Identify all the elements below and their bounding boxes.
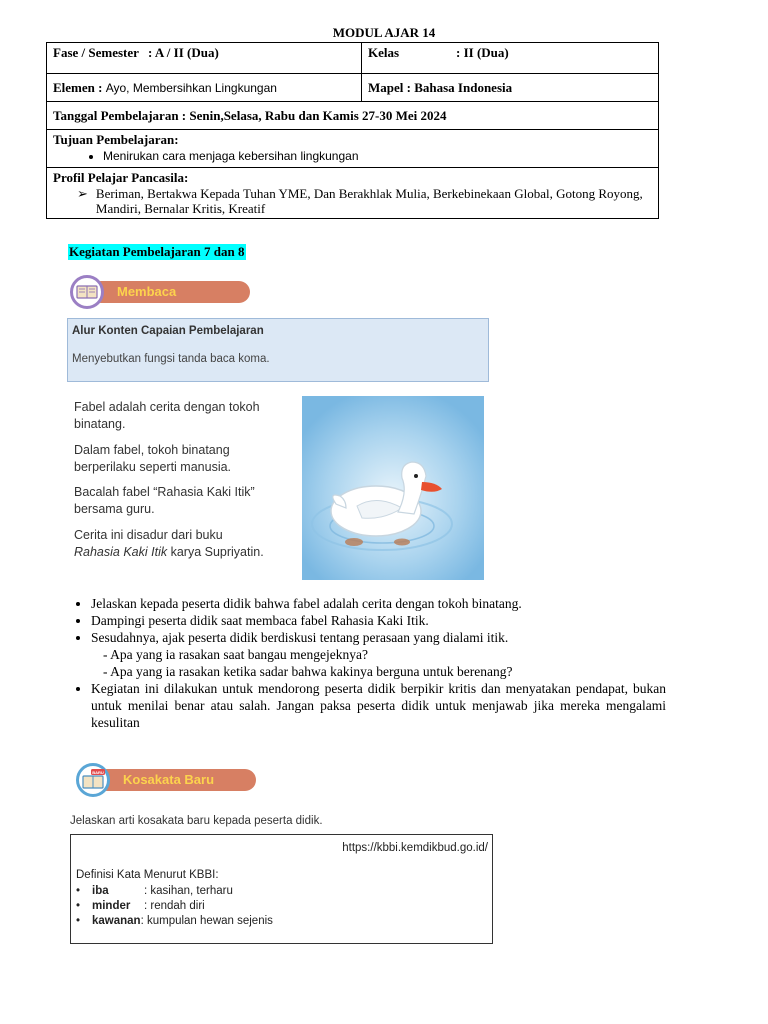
kbbi-word: iba bbox=[92, 885, 109, 897]
document-title: MODUL AJAR 14 bbox=[332, 25, 436, 40]
kbbi-entry bbox=[76, 884, 273, 899]
kbbi-word: minder bbox=[92, 900, 131, 912]
profil-item bbox=[53, 186, 652, 216]
kosakata-banner bbox=[76, 763, 258, 797]
kegiatan-heading: Kegiatan Pembelajaran 7 dan 8 bbox=[69, 244, 245, 259]
fable-paragraph-1 bbox=[74, 399, 260, 433]
kbbi-title: Definisi Kata Menurut KBBI: bbox=[76, 869, 219, 881]
fable-line: binatang. bbox=[74, 417, 126, 431]
bullet-icon: • bbox=[76, 900, 81, 912]
fable-paragraph-2 bbox=[74, 442, 231, 476]
fable-line: Cerita ini disadur dari buku bbox=[74, 528, 223, 542]
fable-line: berperilaku seperti manusia. bbox=[74, 460, 232, 474]
instruction-item: • Dampingi peserta didik saat membaca fabel Rahasia Kaki Itik. bbox=[91, 612, 666, 629]
kelas-cell bbox=[362, 43, 659, 74]
kelas-label: Kelas bbox=[368, 45, 400, 60]
kbbi-definition-box bbox=[70, 834, 493, 944]
fase-label: Fase / Semester bbox=[53, 45, 139, 60]
fable-line: Bacalah fabel “Rahasia Kaki Itik” bbox=[74, 485, 255, 499]
fable-paragraph-3 bbox=[74, 484, 255, 518]
kosakata-label: Kosakata Baru bbox=[96, 769, 256, 791]
instruction-text: • Sesudahnya, ajak peserta didik berdiskusi tentang perasaan yang dialami itik. bbox=[91, 630, 509, 645]
fable-paragraph-4 bbox=[74, 527, 264, 561]
instruction-item bbox=[91, 629, 666, 680]
book-icon bbox=[70, 275, 104, 309]
duck-illustration bbox=[302, 396, 484, 580]
tujuan-cell bbox=[47, 130, 659, 168]
instruction-item: • Jelaskan kepada peserta didik bahwa fabel adalah cerita dengan tokoh binatang. bbox=[91, 595, 666, 612]
alur-title: Alur Konten Capaian Pembelajaran bbox=[72, 325, 264, 337]
discussion-question: - Apa yang ia rasakan ketika sadar bahwa kakinya berguna untuk berenang? bbox=[103, 664, 513, 679]
bullet-icon: • bbox=[76, 885, 81, 897]
kbbi-word: kawanan bbox=[92, 915, 141, 927]
kbbi-definition: : rendah diri bbox=[144, 900, 205, 912]
kosakata-intro: Jelaskan arti kosakata baru kepada peserta didik. bbox=[70, 815, 323, 827]
elemen-label: Elemen : bbox=[53, 79, 103, 95]
profil-label: Profil Pelajar Pancasila: bbox=[53, 170, 189, 185]
fable-line: Fabel adalah cerita dengan tokoh bbox=[74, 400, 260, 414]
book-author: karya Supriyatin. bbox=[167, 545, 264, 559]
kbbi-entry bbox=[76, 914, 273, 929]
membaca-banner bbox=[70, 275, 252, 309]
kbbi-entry-list bbox=[76, 884, 273, 929]
profil-cell bbox=[47, 168, 659, 219]
kelas-value: : II (Dua) bbox=[456, 45, 509, 60]
membaca-label: Membaca bbox=[90, 281, 250, 303]
kbbi-definition: : kasihan, terharu bbox=[144, 885, 233, 897]
new-vocabulary-icon bbox=[76, 763, 110, 797]
alur-konten-box bbox=[67, 318, 489, 382]
mapel-cell: Mapel : Bahasa Indonesia bbox=[362, 74, 659, 102]
tujuan-label: Tujuan Pembelajaran: bbox=[53, 132, 179, 147]
instruction-item: • Kegiatan ini dilakukan untuk mendorong peserta didik berpikir kritis dan menyatakan pendapat, bukan untuk menilai benar atau salah. Jangan paksa peserta didik untuk menjawab jika mereka mengalami kesulitan bbox=[91, 680, 666, 731]
tanggal-cell: Tanggal Pembelajaran : Senin,Selasa, Rabu dan Kamis 27-30 Mei 2024 bbox=[47, 102, 659, 130]
kbbi-url[interactable]: https://kbbi.kemdikbud.go.id/ bbox=[342, 842, 488, 854]
arrow-bullet-icon: ➢ bbox=[77, 186, 88, 201]
book-title: Rahasia Kaki Itik bbox=[74, 545, 168, 559]
fase-cell bbox=[47, 43, 362, 74]
profil-text: Beriman, Bertakwa Kepada Tuhan YME, Dan Berakhlak Mulia, Berkebinekaan Global, Gotong Royong, Mandiri, Bernalar Kritis, Kreatif bbox=[95, 186, 643, 216]
fable-line bbox=[74, 544, 264, 561]
elemen-cell bbox=[47, 74, 362, 102]
instruction-list bbox=[64, 595, 666, 731]
fase-value: : A / II (Dua) bbox=[148, 45, 219, 60]
alur-text: Menyebutkan fungsi tanda baca koma. bbox=[72, 353, 270, 365]
kbbi-definition: : kumpulan hewan sejenis bbox=[140, 915, 273, 927]
fable-line: bersama guru. bbox=[74, 502, 155, 516]
info-table bbox=[46, 42, 659, 219]
discussion-question: - Apa yang ia rasakan saat bangau mengejeknya? bbox=[103, 647, 369, 662]
baru-tag: BARU bbox=[92, 769, 104, 775]
tujuan-item: • Menirukan cara menjaga kebersihan lingkungan bbox=[103, 149, 652, 163]
elemen-value: Ayo, Membersihkan Lingkungan bbox=[105, 80, 277, 95]
fable-line: Dalam fabel, tokoh binatang bbox=[74, 443, 230, 457]
bullet-icon: • bbox=[76, 915, 81, 927]
tujuan-list bbox=[53, 149, 652, 163]
kbbi-entry bbox=[76, 899, 273, 914]
